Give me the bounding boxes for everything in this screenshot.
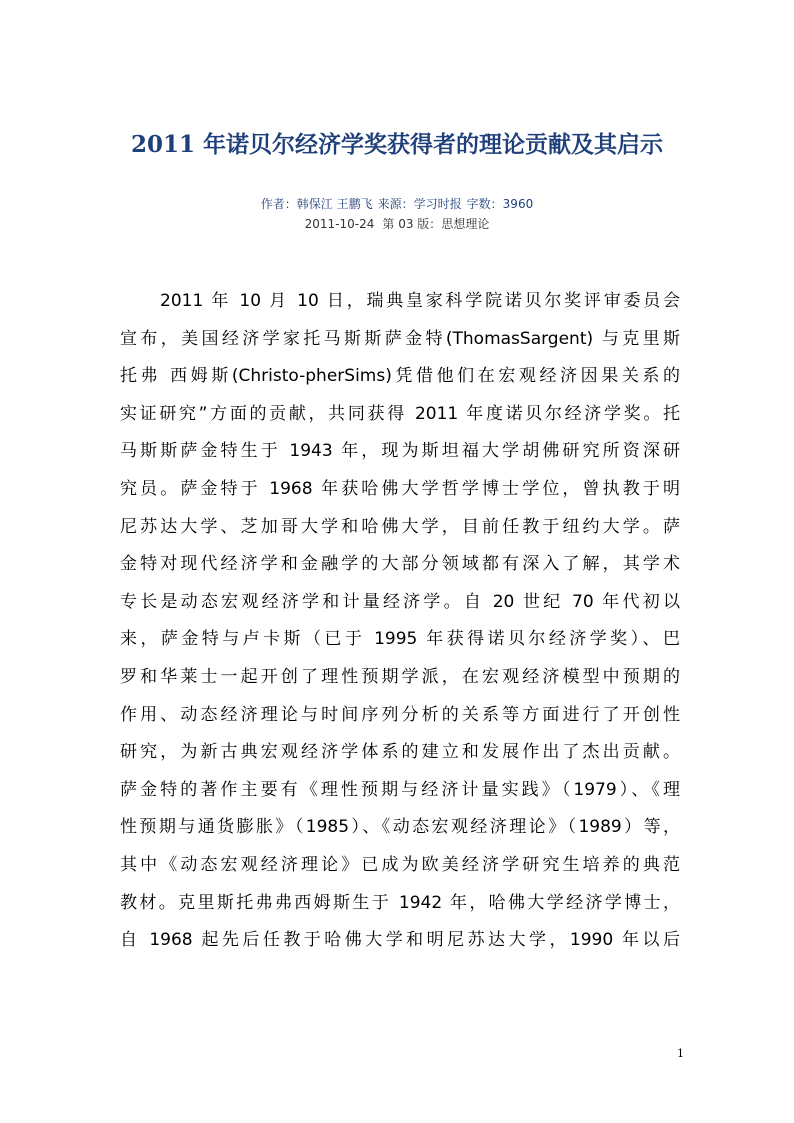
author-label: 作者：: [260, 197, 297, 211]
body-line: 作用、动态经济理论与时间序列分析的关系等方面进行了开创性: [120, 704, 680, 725]
body-line: 自 1968 起先后任教于哈佛大学和明尼苏达大学，1990 年以后: [120, 930, 680, 951]
body-line: 托弗 西姆斯(Christo-pherSims)凭借他们在宏观经济因果关系的: [120, 366, 680, 387]
body-line: 罗和华莱士一起开创了理性预期学派，在宏观经济模型中预期的: [120, 666, 680, 687]
body-line: 2011 年 10 月 10 日，瑞典皇家科学院诺贝尔奖评审委员会: [160, 291, 680, 311]
body-line: 萨金特的著作主要有《理性预期与经济计量实践》（1979）、《理: [120, 779, 680, 800]
body-line: 来，萨金特与卢卡斯（已于 1995 年获得诺贝尔经济学奖）、巴: [120, 629, 680, 650]
body-line: 其中《动态宏观经济理论》已成为欧美经济学研究生培养的典范: [120, 854, 680, 875]
section: 思想理论: [441, 217, 490, 231]
body-line: 尼苏达大学、芝加哥大学和哈佛大学，目前任教于纽约大学。萨: [120, 516, 680, 537]
body-line: 专长是动态宏观经济学和计量经济学。自 20 世纪 70 年代初以: [120, 591, 680, 612]
source: 学习时报: [413, 197, 462, 211]
body-line: 实证研究”方面的贡献，共同获得 2011 年度诺贝尔经济学奖。托: [120, 403, 680, 424]
body-line: 研究，为新古典宏观经济学体系的建立和发展作出了杰出贡献。: [120, 742, 680, 763]
edition: 第 03 版：: [382, 217, 442, 231]
body-line: 宣布，美国经济学家托马斯斯萨金特(ThomasSargent) 与克里斯: [120, 328, 680, 349]
wordcount: 3960: [502, 197, 534, 211]
body-line: 教材。克里斯托弗弗西姆斯生于 1942 年，哈佛大学经济学博士，: [120, 892, 680, 913]
article-meta-byline: [0, 196, 794, 212]
body-line: 马斯斯萨金特生于 1943 年，现为斯坦福大学胡佛研究所资深研: [120, 441, 680, 462]
authors: 韩保江 王鹏飞: [296, 197, 373, 211]
document-title: 2011 年诺贝尔经济学奖获得者的理论贡献及其启示: [130, 131, 664, 158]
article-body: [120, 283, 680, 960]
publish-date: 2011-10-24: [304, 217, 375, 231]
source-label: 来源：: [377, 197, 414, 211]
body-line: 性预期与通货膨胀》（1985）、《动态宏观经济理论》（1989）等，: [120, 817, 680, 838]
body-line: 金特对现代经济学和金融学的大部分领域都有深入了解，其学术: [120, 554, 680, 575]
body-line: 究员。萨金特于 1968 年获哈佛大学哲学博士学位，曾执教于明: [120, 478, 680, 499]
article-meta-date: [0, 216, 794, 232]
page-number: 1: [677, 1047, 684, 1060]
wordcount-label: 字数：: [466, 197, 503, 211]
